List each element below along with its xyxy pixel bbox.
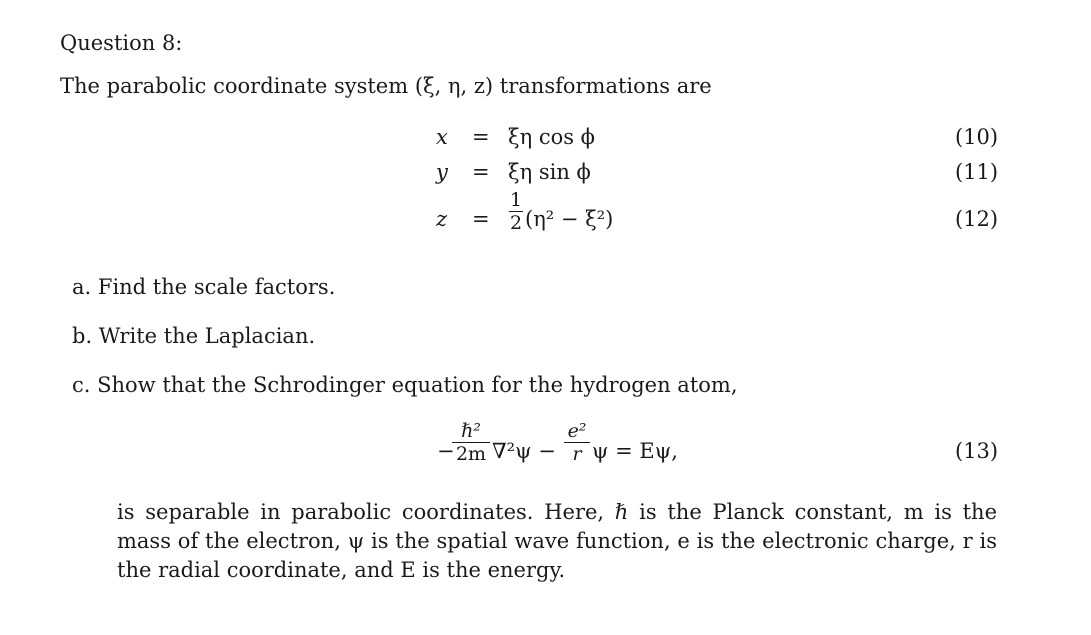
fraction-numerator: e² xyxy=(567,420,587,442)
equation-row-x xyxy=(0,122,1091,152)
fraction-denominator: 2 xyxy=(509,212,523,234)
equation-rhs: ξη cos ϕ xyxy=(508,125,595,149)
equation-lhs: x xyxy=(436,125,448,149)
fraction-denominator: r xyxy=(572,443,582,465)
closing-paragraph: is separable in parabolic coordinates. Here, ℏ is the Planck constant, m is the mass of the electron, ψ is the spatial wave function, e is the electronic charge, r is the radial coordinate, and E is the energy. xyxy=(117,500,997,582)
equation-tail: ψ = Eψ, xyxy=(592,439,678,463)
question-title: Question 8: xyxy=(60,31,183,55)
equals-sign: = xyxy=(472,160,490,184)
fraction-numerator: ℏ² xyxy=(461,420,481,442)
fraction-hbar-over-2m xyxy=(452,421,490,464)
fraction-numerator: 1 xyxy=(509,189,523,211)
fraction-denominator: 2m xyxy=(455,443,487,465)
equation-number: (10) xyxy=(955,125,999,149)
minus-sign: − xyxy=(437,439,455,463)
item-b: b. Write the Laplacian. xyxy=(72,324,316,348)
question-intro: The parabolic coordinate system (ξ, η, z) transformations are xyxy=(60,74,712,98)
equation-rhs: (η² − ξ²) xyxy=(525,207,614,231)
equation-number: (11) xyxy=(955,160,999,184)
laplacian-term: ∇²ψ − xyxy=(492,439,556,463)
item-a: a. Find the scale factors. xyxy=(72,275,336,299)
equation-number: (12) xyxy=(955,207,999,231)
equals-sign: = xyxy=(472,207,490,231)
equation-row-z xyxy=(0,189,1091,234)
fraction-e2-over-r xyxy=(564,421,590,464)
equals-sign: = xyxy=(472,125,490,149)
equation-row-y xyxy=(0,157,1091,187)
equation-lhs: z xyxy=(436,207,448,231)
equation-number: (13) xyxy=(955,439,999,463)
equation-lhs: y xyxy=(436,160,448,184)
equation-rhs: ξη sin ϕ xyxy=(508,160,591,184)
item-c: c. Show that the Schrodinger equation for the hydrogen atom, xyxy=(72,373,738,397)
fraction-one-half xyxy=(509,190,523,233)
schrodinger-equation xyxy=(0,420,1091,466)
